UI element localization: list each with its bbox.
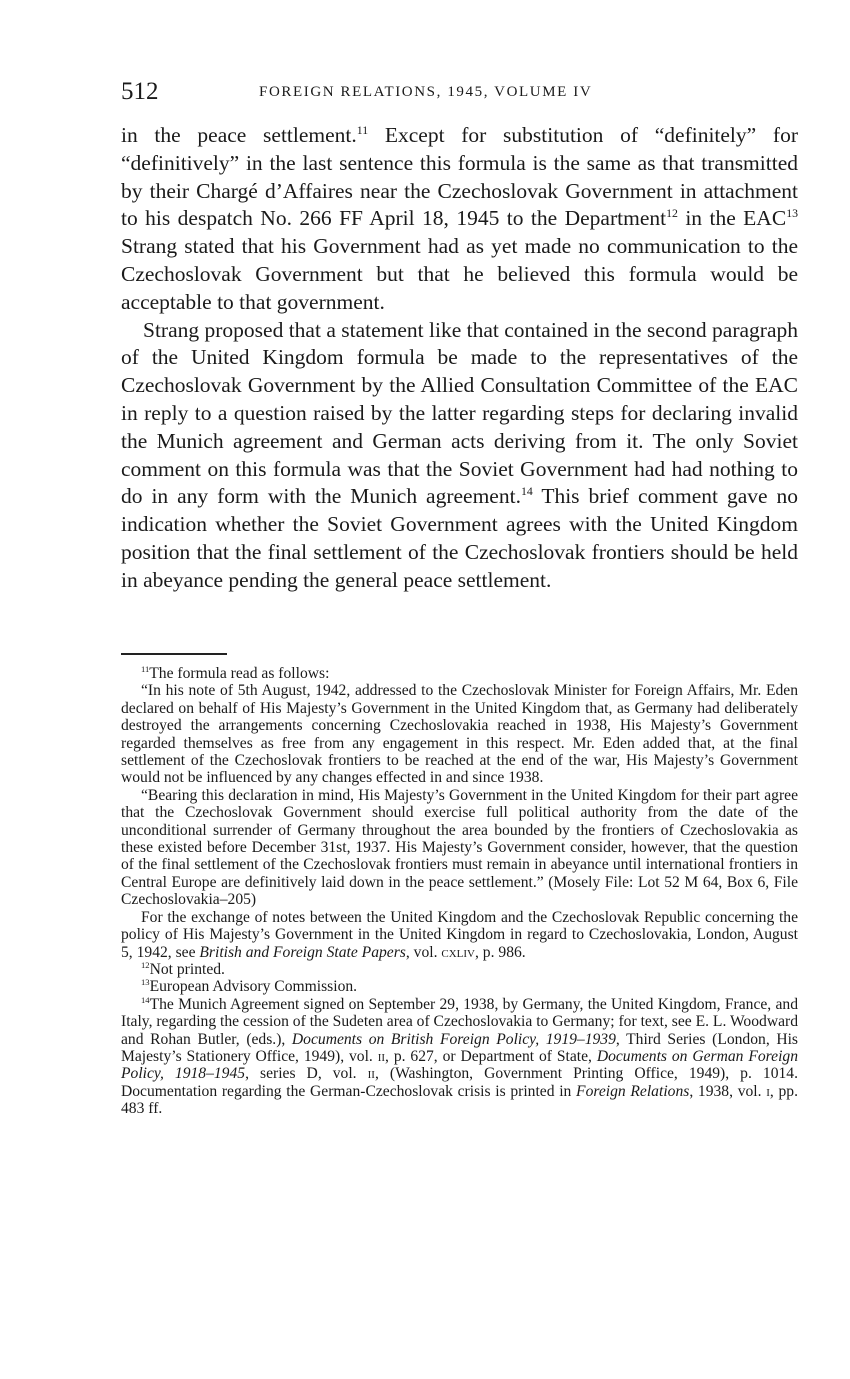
footnote-divider xyxy=(121,653,227,655)
footnote-14-text-e: , (Washington, Government Printing Office, 1949), p. 1014. Documentation regarding the German-Czechoslovak crisis is printed in xyxy=(121,1065,798,1100)
paragraph-1-text-b: Except for substitution of “definitely” for “definitively” in the last sentence this formula is the same as that transmitted by their Chargé d’Affaires near the Czechoslovak Government in attachment to his despatch No. 266 FF April 18, 1945 to the Department xyxy=(121,123,798,231)
paragraph-1 xyxy=(121,122,798,317)
paragraph-2 xyxy=(121,317,798,595)
footnote-14 xyxy=(121,996,798,1118)
footnote-14-title-2: Documents on German Foreign Policy, 1918–1945 xyxy=(121,1047,798,1083)
footnote-13-text: European Advisory Commission. xyxy=(149,978,358,996)
paragraph-2-text-b: This brief comment gave no indication whether the Soviet Government agrees with the United Kingdom position that the final settlement of the Czechoslovak frontiers should be held in abeyance pending the general peace settlement. xyxy=(121,484,798,592)
footnote-14-text-f: , 1938, vol. xyxy=(689,1082,767,1100)
page-header xyxy=(121,78,801,108)
footnote-marker-13: 13 xyxy=(141,977,150,988)
footnote-marker-14: 14 xyxy=(141,994,150,1005)
footnote-14-volume-3: i xyxy=(766,1082,770,1100)
footnote-11-intro-text: The formula read as follows: xyxy=(149,665,330,682)
footnote-11-exchange-text-a: For the exchange of notes between the United Kingdom and the Czechoslovak Republic concerning the policy of His Majesty’s Government in the United Kingdom in regard to Czechoslovakia, London, August 5, 1942, see xyxy=(121,908,798,961)
page-number: 512 xyxy=(121,78,159,105)
footnote-ref-11: 11 xyxy=(356,122,369,137)
footnote-14-text-c: , p. 627, or Department of State, xyxy=(385,1047,597,1065)
footnote-13 xyxy=(121,978,798,995)
footnote-14-title-3: Foreign Relations xyxy=(576,1082,690,1100)
main-text xyxy=(121,122,798,595)
footnote-ref-12: 12 xyxy=(666,206,678,221)
footnote-11-quote-1: “In his note of 5th August, 1942, addressed to the Czechoslovak Minister for Foreign Affairs, Mr. Eden declared on behalf of His Majesty’s Government in the United Kingdom that, as Germany had deliberately destroyed the arrangements concerning Czechoslovakia reached in 1938, His Majesty’s Government regarded themselves as free from any engagement in this respect. Mr. Eden added that, at the final settlement of the Czechoslovak frontiers to be reached at the end of the war, His Majesty’s Government would not be influenced by any changes effected in and since 1938. xyxy=(121,682,798,787)
footnote-14-title-1: Documents on British Foreign Policy, 1919–1939 xyxy=(291,1030,616,1048)
footnote-11-exchange-text-c: , p. 986. xyxy=(475,943,526,961)
footnote-14-text-g: , pp. 483 ff. xyxy=(121,1082,798,1118)
paragraph-1-text-c: in the EAC xyxy=(677,206,787,231)
running-head: FOREIGN RELATIONS, 1945, VOLUME IV xyxy=(259,84,593,100)
paragraph-1-text-d: Strang stated that his Government had as yet made no communication to the Czechoslovak Government but that he believed this formula would be acceptable to that government. xyxy=(121,234,798,314)
paragraph-2-text-a: Strang proposed that a statement like that contained in the second paragraph of the United Kingdom formula be made to the representatives of the Czechoslovak Government by the Allied Consultation Committee of the EAC in reply to a question raised by the latter regarding steps for declaring invalid the Munich agreement and German acts deriving from it. The only Soviet comment on this formula was that the Soviet Government had had nothing to do in any form with the Munich agreement. xyxy=(121,317,798,509)
footnote-11-exchange xyxy=(121,909,798,961)
footnote-marker-12: 12 xyxy=(141,959,150,970)
footnote-12-text: Not printed. xyxy=(149,960,225,978)
footnote-14-text-a: The Munich Agreement signed on September 29, 1938, by Germany, the United Kingdom, France, and Italy, regarding the cession of the Sudeten area of Czechoslovakia to Germany; for text, see E. L. Woodward and Rohan Butler, (eds.), xyxy=(121,995,798,1048)
footnote-11-exchange-title: British and Foreign State Papers xyxy=(199,943,406,961)
footnote-11-exchange-volume: cxliv xyxy=(441,943,475,961)
footnote-ref-14: 14 xyxy=(520,484,533,499)
footnote-11-quote-2: “Bearing this declaration in mind, His Majesty’s Government in the United Kingdom for their part agree that the Czechoslovak Government should exercise full political authority from the date of the unconditional surrender of Germany throughout the area bounded by the frontiers of Czechoslovakia as these existed before December 31st, 1937. His Majesty’s Government consider, however, that the question of the final settlement of the Czechoslovak frontiers must remain in abeyance until international frontiers in Central Europe are definitively laid down in the peace settlement.” (Mosely File: Lot 52 M 64, Box 6, File Czechoslovakia–205) xyxy=(121,786,798,909)
footnote-ref-13: 13 xyxy=(786,206,798,221)
footnote-14-volume-1: ii xyxy=(377,1047,386,1065)
footnote-12 xyxy=(121,961,798,978)
footnote-14-volume-2: ii xyxy=(367,1065,375,1083)
footnote-11-exchange-text-b: , vol. xyxy=(405,943,442,961)
footnote-marker-11: 11 xyxy=(141,663,150,674)
footnote-14-text-d: , series D, vol. xyxy=(245,1065,368,1083)
paragraph-1-text-a: in the peace settlement. xyxy=(121,123,357,147)
footnote-14-text-b: , Third Series (London, His Majesty’s Stationery Office, 1949), vol. xyxy=(121,1030,798,1065)
footnotes xyxy=(121,665,798,1118)
footnote-11-intro xyxy=(121,665,798,682)
